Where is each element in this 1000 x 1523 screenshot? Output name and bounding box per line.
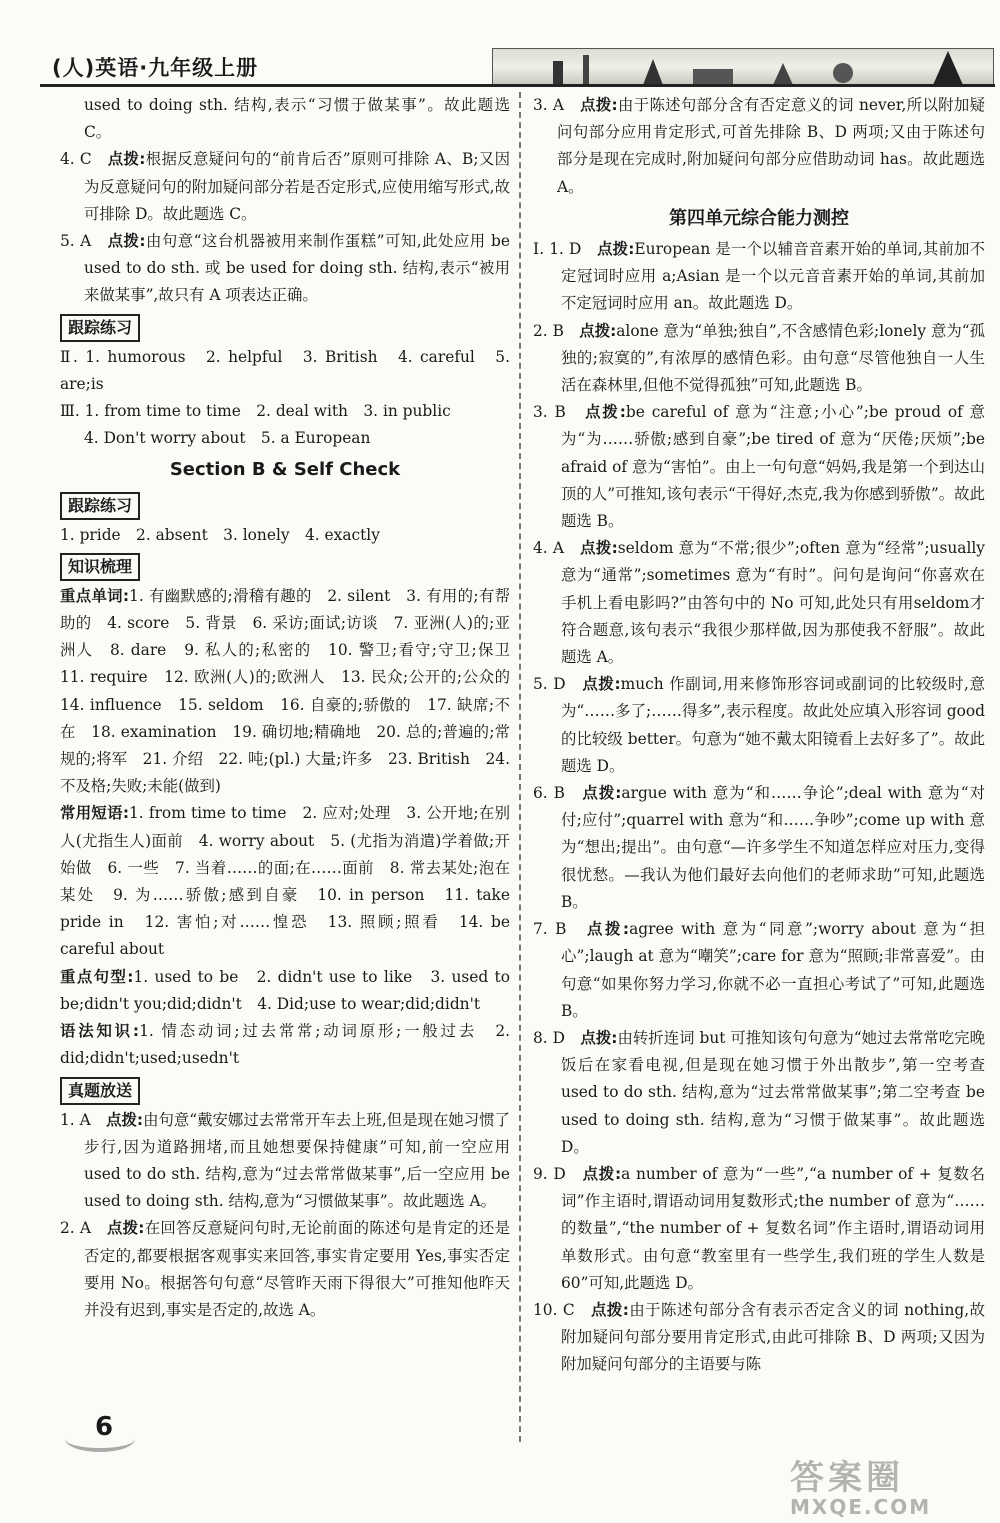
- section-box-heading: 真题放送: [60, 1077, 140, 1105]
- answer-item: 4. C 点拨:根据反意疑问句的“前肯后否”原则可排除 A、B;又因为反意疑问句的附加疑问部分若是否定形式,应使用缩写形式,故可排除 D。故此题选 C。: [60, 150, 510, 223]
- track-answers-line: 4. Don't worry about 5. a European: [84, 429, 371, 448]
- page-number: 6: [65, 1408, 125, 1448]
- answer-item: Ⅰ. 1. D 点拨:European 是一个以辅音音素开始的单词,其前加不定冠词时应用 a;Asian 是一个以元音音素开始的单词,其前加不定冠词时应用 an。故此题选 D。: [533, 240, 985, 313]
- answer-item: 9. D 点拨:a number of 意为“一些”,“a number of + 复数名词”作主语时,谓语动词用复数形式;the number of 意为“……的数量”,“the number of + 复数名词”作主语时,谓语动词用单数形式。由句意“教室里有一些学生,我们班的学生人数是 60”可知,此题选 D。: [533, 1164, 985, 1292]
- header-landmarks-banner: [492, 48, 994, 86]
- answer-item: 6. B 点拨:argue with 意为“和……争论”;deal with 意为“对付;应付”;quarrel with 意为“和……争吵”;come up with 意为“想出;提出”。由句意“—许多学生不知道怎样应对压力,变得很忧愁。—我认为他们最好去向他们的老师求助”可知,此题选 B。: [533, 784, 985, 911]
- answer-item: 10. C 点拨:由于陈述句部分含有表示否定含义的词 nothing,故附加疑问句部分要用肯定形式,由此可排除 B、D 两项;又因为附加疑问句部分的主语要与陈: [533, 1300, 985, 1374]
- page-header: [40, 48, 995, 88]
- section-title: Section B & Self Check: [169, 459, 401, 481]
- answer-item: 2. B 点拨:alone 意为“单独;独自”,不含感情色彩;lonely 意为“孤独的;寂寞的”,有浓厚的感情色彩。由句意“尽管他独自一人生活在森林里,但他不觉得孤独”可知,此题选 B。: [533, 321, 985, 395]
- answer-item: 1. A 点拨:由句意“戴安娜过去常常开车去上班,但是现在她习惯了步行,因为道路拥堵,而且她想要保持健康”可知,前一空应用 used to do sth. 结构,意为“过去常常做某事”,后一空应用 be used to doing sth. 结构,意为“习惯做某事”。故此题选 A。: [60, 1110, 510, 1211]
- section-box-heading: 知识梳理: [60, 553, 140, 581]
- watermark: 答案圈 MXQE.COM: [790, 1458, 932, 1519]
- track-answers-line: Ⅱ. 1. humorous 2. helpful 3. British 4. careful 5. are;is: [60, 347, 510, 393]
- header-rule: [40, 84, 995, 87]
- column-divider: [519, 92, 522, 1442]
- header-title: (人)英语·九年级上册: [52, 56, 259, 80]
- section-box-heading: 跟踪练习: [60, 314, 140, 342]
- answer-item: 3. A 点拨:由于陈述句部分含有否定意义的词 never,所以附加疑问句部分应用肯定形式,可首先排除 B、D 两项;又由于陈述句部分是现在完成时,附加疑问句部分应借助动词 has。故此题选 A。: [533, 96, 985, 196]
- knowledge-block: 语法知识:1. 情态动词;过去常常;动词原形;一般过去 2. did;didn't;used;usedn't: [60, 1022, 511, 1068]
- answer-item: 7. B 点拨:agree with 意为“同意”;worry about 意为“担心”;laugh at 意为“嘲笑”;care for 意为“照顾;非常喜爱”。由句意“如果你努力学习,你就不必一直担心考试了”可知,此题选 B。: [533, 920, 985, 1020]
- answer-item: 2. A 点拨:在回答反意疑问句时,无论前面的陈述句是肯定的还是否定的,都要根据客观事实来回答,事实肯定要用 Yes,事实否定要用 No。根据答句句意“尽管昨天雨下得很大”可推知他昨天并没有迟到,事实是否定的,故选 A。: [60, 1219, 510, 1319]
- answer-item: 5. A 点拨:由句意“这台机器被用来制作蛋糕”可知,此处应用 be used to do sth. 或 be used for doing sth. 结构,表示“被用来做某事”,故只有 A 项表达正确。: [60, 232, 510, 305]
- unit-title: 第四单元综合能力测控: [669, 207, 849, 229]
- left-column: [60, 92, 526, 1324]
- right-column: [533, 92, 985, 1379]
- section-box-heading: 跟踪练习: [60, 492, 140, 520]
- track-answers-line: Ⅲ. 1. from time to time 2. deal with 3. in public: [60, 402, 451, 421]
- track-answers-line: 1. pride 2. absent 3. lonely 4. exactly: [60, 525, 380, 544]
- knowledge-block: 重点句型:1. used to be 2. didn't use to like 3. used to be;didn't you;did;didn't 4. Did;use to wear;did;didn't: [60, 967, 511, 1013]
- answer-item: 3. B 点拨:be careful of 意为“注意;小心”;be proud of 意为“为……骄傲;感到自豪”;be tired of 意为“厌倦;厌烦”;be afraid of 意为“害怕”。由上一句句意“妈妈,我是第一个到达山顶的人”可推知,该句表示“干得好,杰克,我为你感到骄傲”。故此题选 B。: [533, 403, 986, 531]
- knowledge-block: 常用短语:1. from time to time 2. 应对;处理 3. 公开地;在别人(尤指生人)面前 4. worry about 5. (尤指为消遣)学着做;开始做 6. 一些 7. 当着……的面;在……面前 8. 常去某处;泡在某处 9. 为……骄傲;感到自豪 10. in person 11. take pride in 12. 害怕;对……惶恐 13. 照顾;照看 14. be careful about: [60, 804, 511, 959]
- knowledge-block: 重点单词:1. 有幽默感的;滑稽有趣的 2. silent 3. 有用的;有帮助的 4. score 5. 背景 6. 采访;面试;访谈 7. 亚洲(人)的;亚洲人 8. dare 9. 私人的;私密的 10. 警卫;看守;守卫;保卫 11. require 12. 欧洲(人)的;欧洲人 13. 民众;公开的;公众的 14. influence 15. seldom 16. 自豪的;骄傲的 17. 缺席;不在 18. examination 19. 确切地;精确地 20. 总的;普遍的;常规的;将军 21. 介绍 22. 吨;(pl.) 大量;许多 23. British 24. 不及格;失败;未能(做到): [60, 586, 526, 796]
- continued-answer: used to doing sth. 结构,表示“习惯于做某事”。故此题选 C。: [84, 96, 510, 142]
- answer-item: 8. D 点拨:由转折连词 but 可推知该句句意为“她过去常常吃完晚饭后在家看电视,但是现在她习惯于外出散步”,第一空考查 used to do sth. 结构,意为“过去常常做某事”;第二空考查 be used to doing sth. 结构,意为“习惯于做某事”。故此题选 D。: [533, 1028, 985, 1156]
- answer-item: 5. D 点拨:much 作副词,用来修饰形容词或副词的比较级时,意为“……多了;……得多”,表示程度。故此处应填入形容词 good 的比较级 better。句意为“她不戴太阳镜看上去好多了”。故此题选 D。: [533, 675, 985, 775]
- landmarks-silhouette-icon: [493, 49, 993, 85]
- answer-item: 4. A 点拨:seldom 意为“不常;很少”;often 意为“经常”;usually 意为“通常”;sometimes 意为“有时”。问句是询问“你喜欢在手机上看电影吗?”由答句中的 No 可知,此处只有用seldom才符合题意,该句表示“我很少那样做,因为那使我不舒服”。故此题选 A。: [533, 539, 985, 667]
